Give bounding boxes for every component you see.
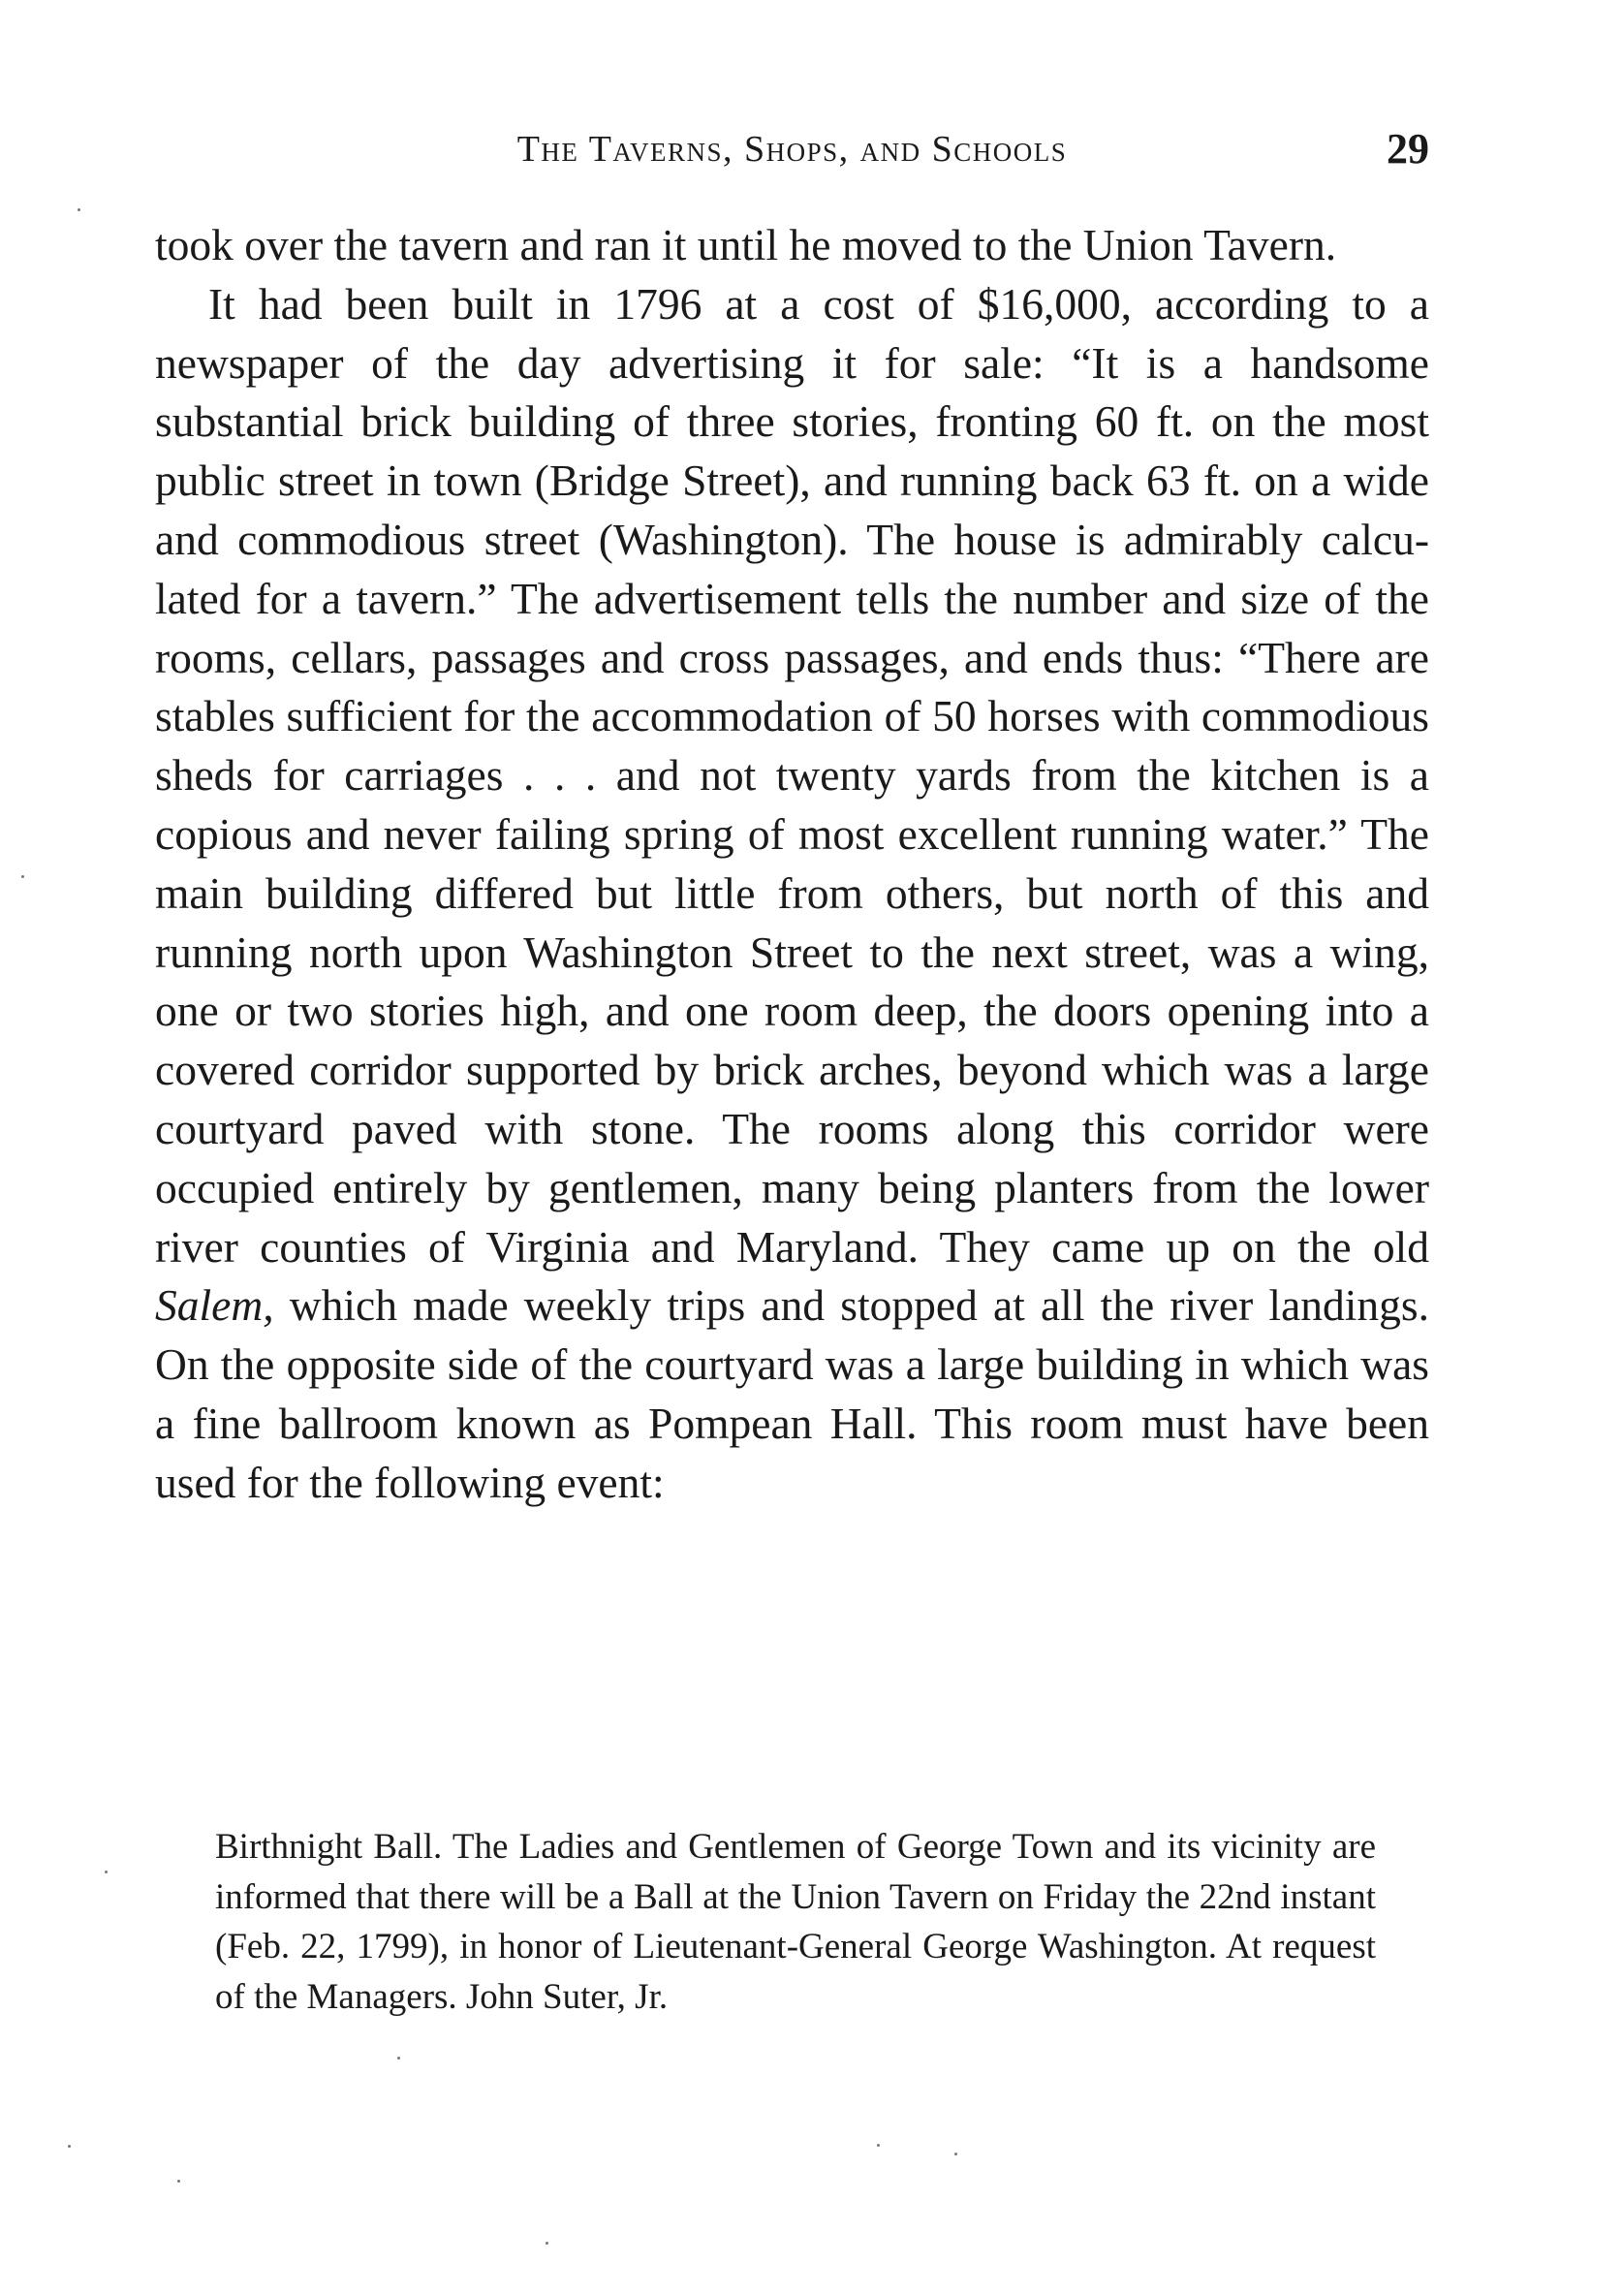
page-number: 29 bbox=[1387, 125, 1429, 173]
running-header bbox=[155, 124, 1429, 182]
paragraph-2-text-before-italic: It had been built in 1796 at a cost of $16,000, according to a newspaper of the day advertising it for sale: “It is a handsome substantial brick building of three stories, fronting 60 ft. on the most public street in town (Bridge Street), and running back 63 ft. on a wide and commodious street (Washington). The house is admirably calculated for a tavern.” The advertisement tells the number and size of the rooms, cellars, passages and cross passages, and ends thus: “There are stables sufficient for the accommodation of 50 horses with commodious sheds for carriages . . . and not twenty yards from the kitchen is a copious and never failing spring of most excellent running water.” The main building differed but little from others, but north of this and running north upon Washington Street to the next street, was a wing, one or two stories high, and one room deep, the doors opening into a covered corridor supported by brick arches, beyond which was a large courtyard paved with stone. The rooms along this corridor were occupied entirely by gentlemen, many being planters from the lower river counties of Virginia and Maryland. They came up on the old bbox=[155, 278, 1429, 1272]
running-title: The Taverns, Shops, and Schools bbox=[516, 129, 1068, 170]
paragraph-2-text-after-italic: which made weekly trips and stopped at all the river landings. On the opposite side of the courtyard was a large building in which was a fine ballroom known as Pompean Hall. This room must have been used for the following event: bbox=[155, 1280, 1429, 1507]
scan-speck bbox=[105, 1871, 108, 1873]
scan-speck bbox=[546, 2242, 548, 2245]
scan-speck bbox=[21, 875, 24, 878]
main-text bbox=[155, 216, 1429, 1513]
scan-speck bbox=[177, 2180, 180, 2183]
scan-speck bbox=[954, 2153, 957, 2155]
scan-speck bbox=[397, 2057, 400, 2060]
scan-speck bbox=[68, 2145, 71, 2148]
paragraph-2 bbox=[155, 275, 1429, 1513]
block-quote-text: Birthnight Ball. The Ladies and Gentlemen of George Town and its vicinity are informed that there will be a Ball at the Union Tavern on Friday the 22nd instant (Feb. 22, 1799), in honor of Lieutenant-General George Washington. At request of the Managers. John Suter, Jr. bbox=[215, 1827, 1376, 2017]
paragraph-1: took over the tavern and ran it until he moved to the Union Tavern. bbox=[155, 220, 1337, 269]
ship-name-italic: Salem, bbox=[155, 1280, 274, 1331]
scan-speck bbox=[877, 2144, 880, 2147]
block-quote bbox=[215, 1822, 1376, 2022]
scan-speck bbox=[78, 208, 80, 211]
